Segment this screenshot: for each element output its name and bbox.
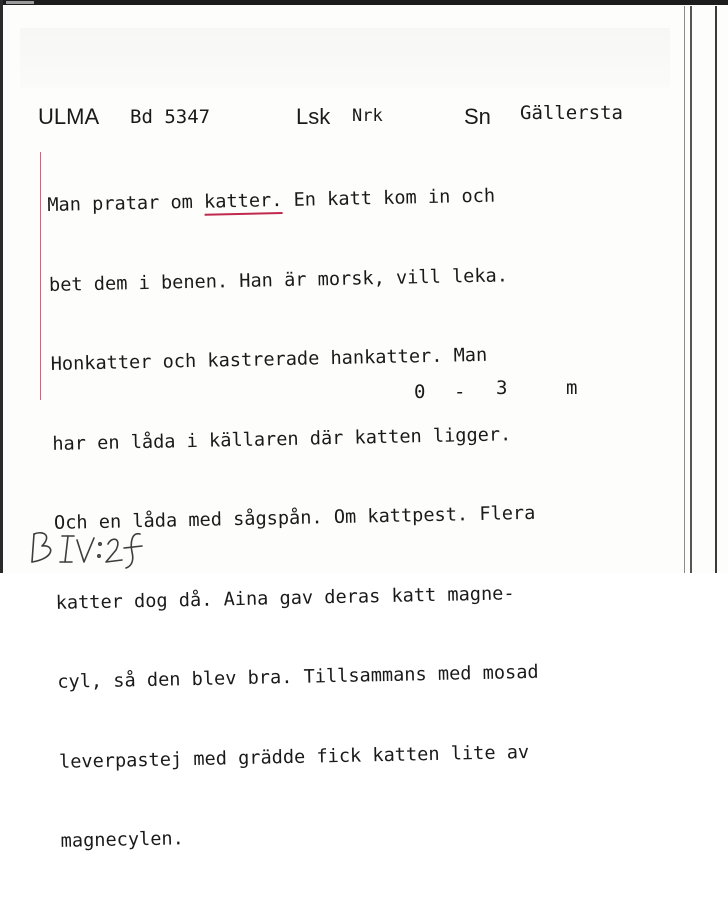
archive-code: ULMA (38, 104, 100, 129)
card-left-edge (0, 0, 3, 573)
lsk-label: Lsk (296, 104, 331, 129)
handwritten-signature (28, 528, 158, 570)
text-line: Och en låda med sågspån. Om kattpest. Flera (53, 502, 536, 534)
right-border-line (684, 6, 685, 573)
text-line: leverpastej med grädde fick katten lite av (58, 741, 530, 773)
text-line: magnecylen. (60, 828, 185, 852)
right-border-line (690, 6, 692, 573)
text-line: har en låda i källaren där katten ligger. (52, 423, 512, 455)
text-line: Man pratar om katter. En katt kom in och (47, 185, 496, 216)
volume-number: Bd 5347 (130, 106, 211, 128)
sn-label: Sn (464, 104, 491, 129)
range-unit: m (566, 377, 578, 399)
text-line: cyl, så den blev bra. Tillsammans med mosad (57, 661, 539, 693)
range-end: 3 (496, 377, 508, 399)
card-top-edge (0, 0, 728, 5)
text-line: Honkatter och kastrerade hankatter. Man (50, 344, 488, 375)
underlined-keyword: katter. (204, 190, 283, 216)
text-line: bet dem i benen. Han är morsk, vill leka. (48, 264, 509, 296)
sn-value: Gällersta (520, 102, 623, 124)
card-top-edge-notch (6, 1, 34, 4)
lsk-value: Nrk (352, 106, 383, 126)
text-line: katter dog då. Aina gav deras katt magne- (55, 582, 515, 614)
margin-rule (40, 152, 41, 400)
right-border-line (715, 6, 717, 573)
record-text (46, 127, 692, 908)
range-start: 0 (414, 381, 426, 403)
range-dash: - (454, 381, 466, 403)
bleed-through-area (20, 28, 670, 88)
